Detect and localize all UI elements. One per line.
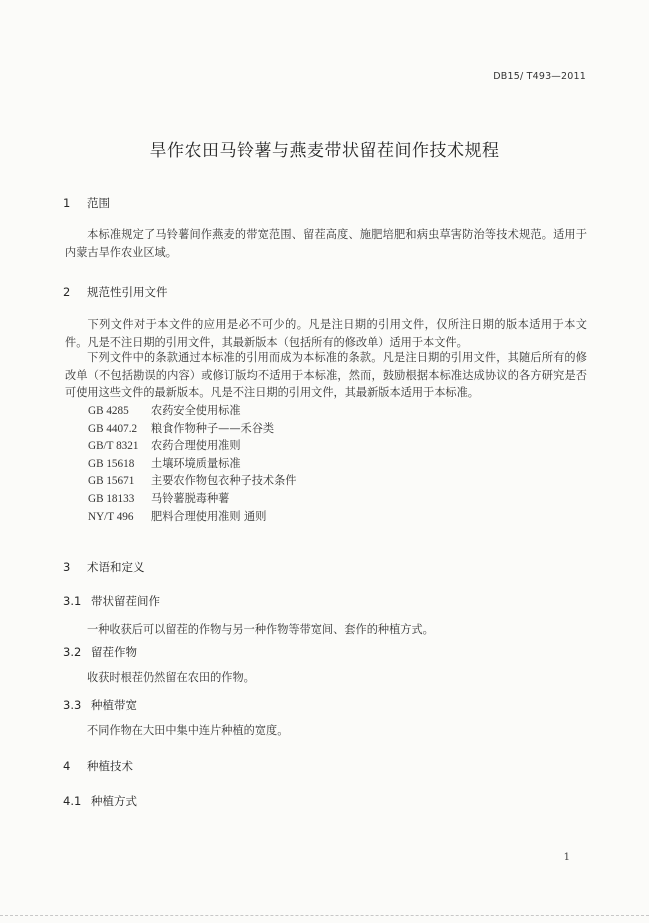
reference-name: 马铃薯脱毒种薯	[151, 491, 230, 505]
reference-item	[88, 455, 296, 473]
paragraph-text: 下列文件中的条款通过本标准的引用而成为本标准的条款。凡是注日期的引用文件，其随后所有的修改单（不包括勘误的内容）或修订版均不适用于本标准，然而，鼓励根据本标准达成协议的各方研究是否可使用这些文件的最新版本。凡是不注日期的引用文件，其最新版本适用于本标准。	[65, 351, 587, 399]
reference-item	[88, 402, 296, 420]
section-title: 种植技术	[87, 759, 133, 773]
section-3-2-paragraph	[65, 669, 587, 687]
section-number: 4	[63, 759, 71, 773]
section-title: 术语和定义	[87, 560, 145, 574]
reference-name: 农药合理使用准则	[151, 439, 241, 453]
section-3-heading	[63, 559, 145, 575]
section-number: 3.1	[63, 594, 82, 608]
section-3-2-heading	[63, 644, 137, 660]
reference-name: 粮食作物种子——禾谷类	[151, 421, 275, 435]
section-3-3-paragraph	[65, 722, 587, 740]
section-number: 3	[63, 560, 71, 574]
reference-item	[88, 508, 296, 526]
page-number: 1	[563, 852, 570, 863]
section-title: 种植带宽	[91, 698, 137, 712]
section-number: 4.1	[63, 794, 82, 808]
section-3-1-paragraph	[65, 621, 587, 639]
reference-list	[88, 402, 296, 525]
section-1-heading	[63, 195, 110, 211]
section-title: 种植方式	[91, 794, 137, 808]
section-2-paragraph-1	[65, 316, 587, 351]
section-3-3-heading	[63, 697, 137, 713]
section-title: 范围	[87, 196, 110, 210]
reference-code: NY/T 496	[88, 510, 134, 523]
document-code: DB15/ T493—2011	[493, 71, 586, 82]
section-number: 3.2	[63, 645, 82, 659]
reference-code: GB 4407.2	[88, 422, 138, 435]
reference-code: GB 18133	[88, 492, 135, 505]
reference-item	[88, 490, 296, 508]
reference-item	[88, 472, 296, 490]
section-title: 留茬作物	[91, 645, 137, 659]
paragraph-text: 收获时根茬仍然留在农田的作物。	[87, 671, 255, 684]
section-number: 1	[63, 196, 71, 210]
paragraph-text: 本标准规定了马铃薯间作燕麦的带宽范围、留茬高度、施肥培肥和病虫草害防治等技术规范。适用于内蒙古旱作农业区域。	[65, 228, 587, 259]
paragraph-text: 一种收获后可以留茬的作物与另一种作物等带宽间、套作的种植方式。	[87, 623, 434, 636]
section-2-heading	[63, 284, 168, 300]
reference-name: 土壤环境质量标准	[151, 456, 241, 470]
section-title: 带状留茬间作	[91, 594, 160, 608]
section-3-1-heading	[63, 593, 160, 609]
reference-name: 主要农作物包衣种子技术条件	[151, 474, 297, 488]
reference-item	[88, 420, 296, 438]
reference-item	[88, 437, 296, 455]
paragraph-text: 下列文件对于本文件的应用是必不可少的。凡是注日期的引用文件，仅所注日期的版本适用于本文件。凡是不注日期的引用文件，其最新版本（包括所有的修改单）适用于本文件。	[65, 318, 587, 349]
section-4-1-heading	[63, 793, 137, 809]
reference-name: 肥料合理使用准则 通则	[151, 509, 267, 523]
section-1-paragraph	[65, 226, 587, 261]
reference-name: 农药安全使用标准	[151, 404, 241, 417]
section-2-paragraph-2	[65, 349, 587, 402]
reference-code: GB/T 8321	[88, 440, 139, 453]
reference-code: GB 4285	[88, 405, 129, 417]
document-title: 旱作农田马铃薯与燕麦带状留茬间作技术规程	[149, 141, 500, 161]
paragraph-text: 不同作物在大田中集中连片种植的宽度。	[87, 724, 289, 737]
section-number: 3.3	[63, 698, 82, 712]
reference-code: GB 15618	[88, 457, 135, 470]
reference-code: GB 15671	[88, 475, 135, 488]
section-title: 规范性引用文件	[87, 285, 168, 299]
section-number: 2	[63, 285, 71, 299]
section-4-heading	[63, 758, 133, 774]
page-fold-line	[0, 915, 649, 916]
